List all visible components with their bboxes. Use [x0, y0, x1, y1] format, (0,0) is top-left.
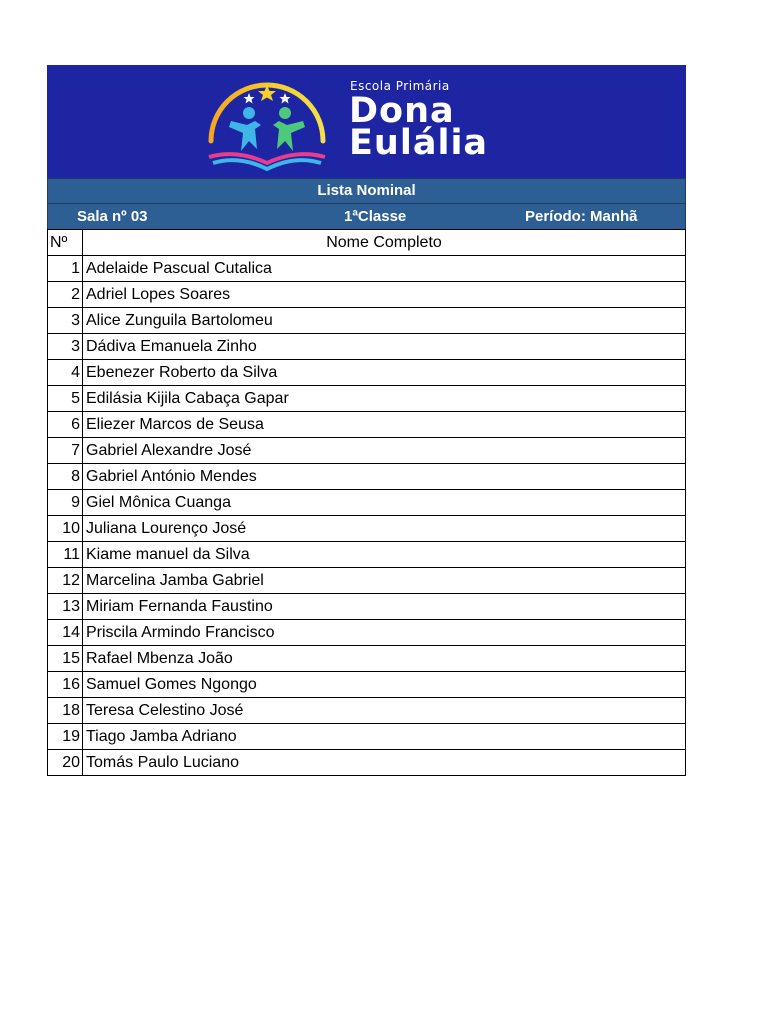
- table-row: [48, 698, 686, 724]
- student-name: Marcelina Jamba Gabriel: [83, 568, 686, 594]
- student-name: Priscila Armindo Francisco: [83, 620, 686, 646]
- table-header-row: [48, 230, 686, 256]
- table-row: [48, 490, 686, 516]
- table-row: [48, 360, 686, 386]
- row-number: 8: [48, 464, 83, 490]
- list-title: Lista Nominal: [47, 178, 686, 203]
- row-number: 1: [48, 256, 83, 282]
- table-row: [48, 594, 686, 620]
- student-table: [47, 229, 686, 776]
- student-name: Giel Mônica Cuanga: [83, 490, 686, 516]
- row-number: 12: [48, 568, 83, 594]
- table-row: [48, 568, 686, 594]
- header-number: Nº: [48, 230, 83, 256]
- school-banner: [47, 65, 686, 178]
- table-row: [48, 542, 686, 568]
- row-number: 20: [48, 750, 83, 776]
- row-number: 16: [48, 672, 83, 698]
- class-info-bar: [47, 203, 686, 229]
- row-number: 11: [48, 542, 83, 568]
- header-full-name: Nome Completo: [83, 230, 686, 256]
- student-name: Ebenezer Roberto da Silva: [83, 360, 686, 386]
- table-row: [48, 646, 686, 672]
- table-row: [48, 334, 686, 360]
- row-number: 10: [48, 516, 83, 542]
- table-row: [48, 412, 686, 438]
- class-period: Período: Manhã: [525, 208, 638, 225]
- table-row: [48, 620, 686, 646]
- row-number: 3: [48, 334, 83, 360]
- student-name: Juliana Lourenço José: [83, 516, 686, 542]
- table-row: [48, 438, 686, 464]
- row-number: 14: [48, 620, 83, 646]
- row-number: 18: [48, 698, 83, 724]
- table-row: [48, 386, 686, 412]
- table-row: [48, 724, 686, 750]
- row-number: 6: [48, 412, 83, 438]
- student-name: Teresa Celestino José: [83, 698, 686, 724]
- row-number: 13: [48, 594, 83, 620]
- row-number: 9: [48, 490, 83, 516]
- school-name: Dona Eulália: [349, 91, 489, 163]
- student-name: Adelaide Pascual Cutalica: [83, 256, 686, 282]
- room-number: Sala nº 03: [77, 208, 148, 225]
- row-number: 7: [48, 438, 83, 464]
- table-row: [48, 464, 686, 490]
- table-row: [48, 516, 686, 542]
- row-number: 4: [48, 360, 83, 386]
- class-grade: 1ªClasse: [344, 208, 407, 225]
- table-row: [48, 282, 686, 308]
- student-name: Kiame manuel da Silva: [83, 542, 686, 568]
- table-row: [48, 672, 686, 698]
- student-name: Gabriel Alexandre José: [83, 438, 686, 464]
- class-list-sheet: [47, 65, 686, 776]
- student-name: Samuel Gomes Ngongo: [83, 672, 686, 698]
- student-name: Adriel Lopes Soares: [83, 282, 686, 308]
- row-number: 2: [48, 282, 83, 308]
- student-name: Tomás Paulo Luciano: [83, 750, 686, 776]
- student-name: Dádiva Emanuela Zinho: [83, 334, 686, 360]
- row-number: 15: [48, 646, 83, 672]
- student-name: Tiago Jamba Adriano: [83, 724, 686, 750]
- student-name: Eliezer Marcos de Seusa: [83, 412, 686, 438]
- row-number: 19: [48, 724, 83, 750]
- student-name: Miriam Fernanda Faustino: [83, 594, 686, 620]
- student-name: Alice Zunguila Bartolomeu: [83, 308, 686, 334]
- school-subtitle: Escola Primária: [350, 79, 450, 93]
- school-logo-icon: [197, 71, 337, 173]
- table-row: [48, 308, 686, 334]
- table-row: [48, 750, 686, 776]
- student-name: Gabriel António Mendes: [83, 464, 686, 490]
- row-number: 5: [48, 386, 83, 412]
- student-name: Rafael Mbenza João: [83, 646, 686, 672]
- student-name: Edilásia Kijila Cabaça Gapar: [83, 386, 686, 412]
- row-number: 3: [48, 308, 83, 334]
- table-row: [48, 256, 686, 282]
